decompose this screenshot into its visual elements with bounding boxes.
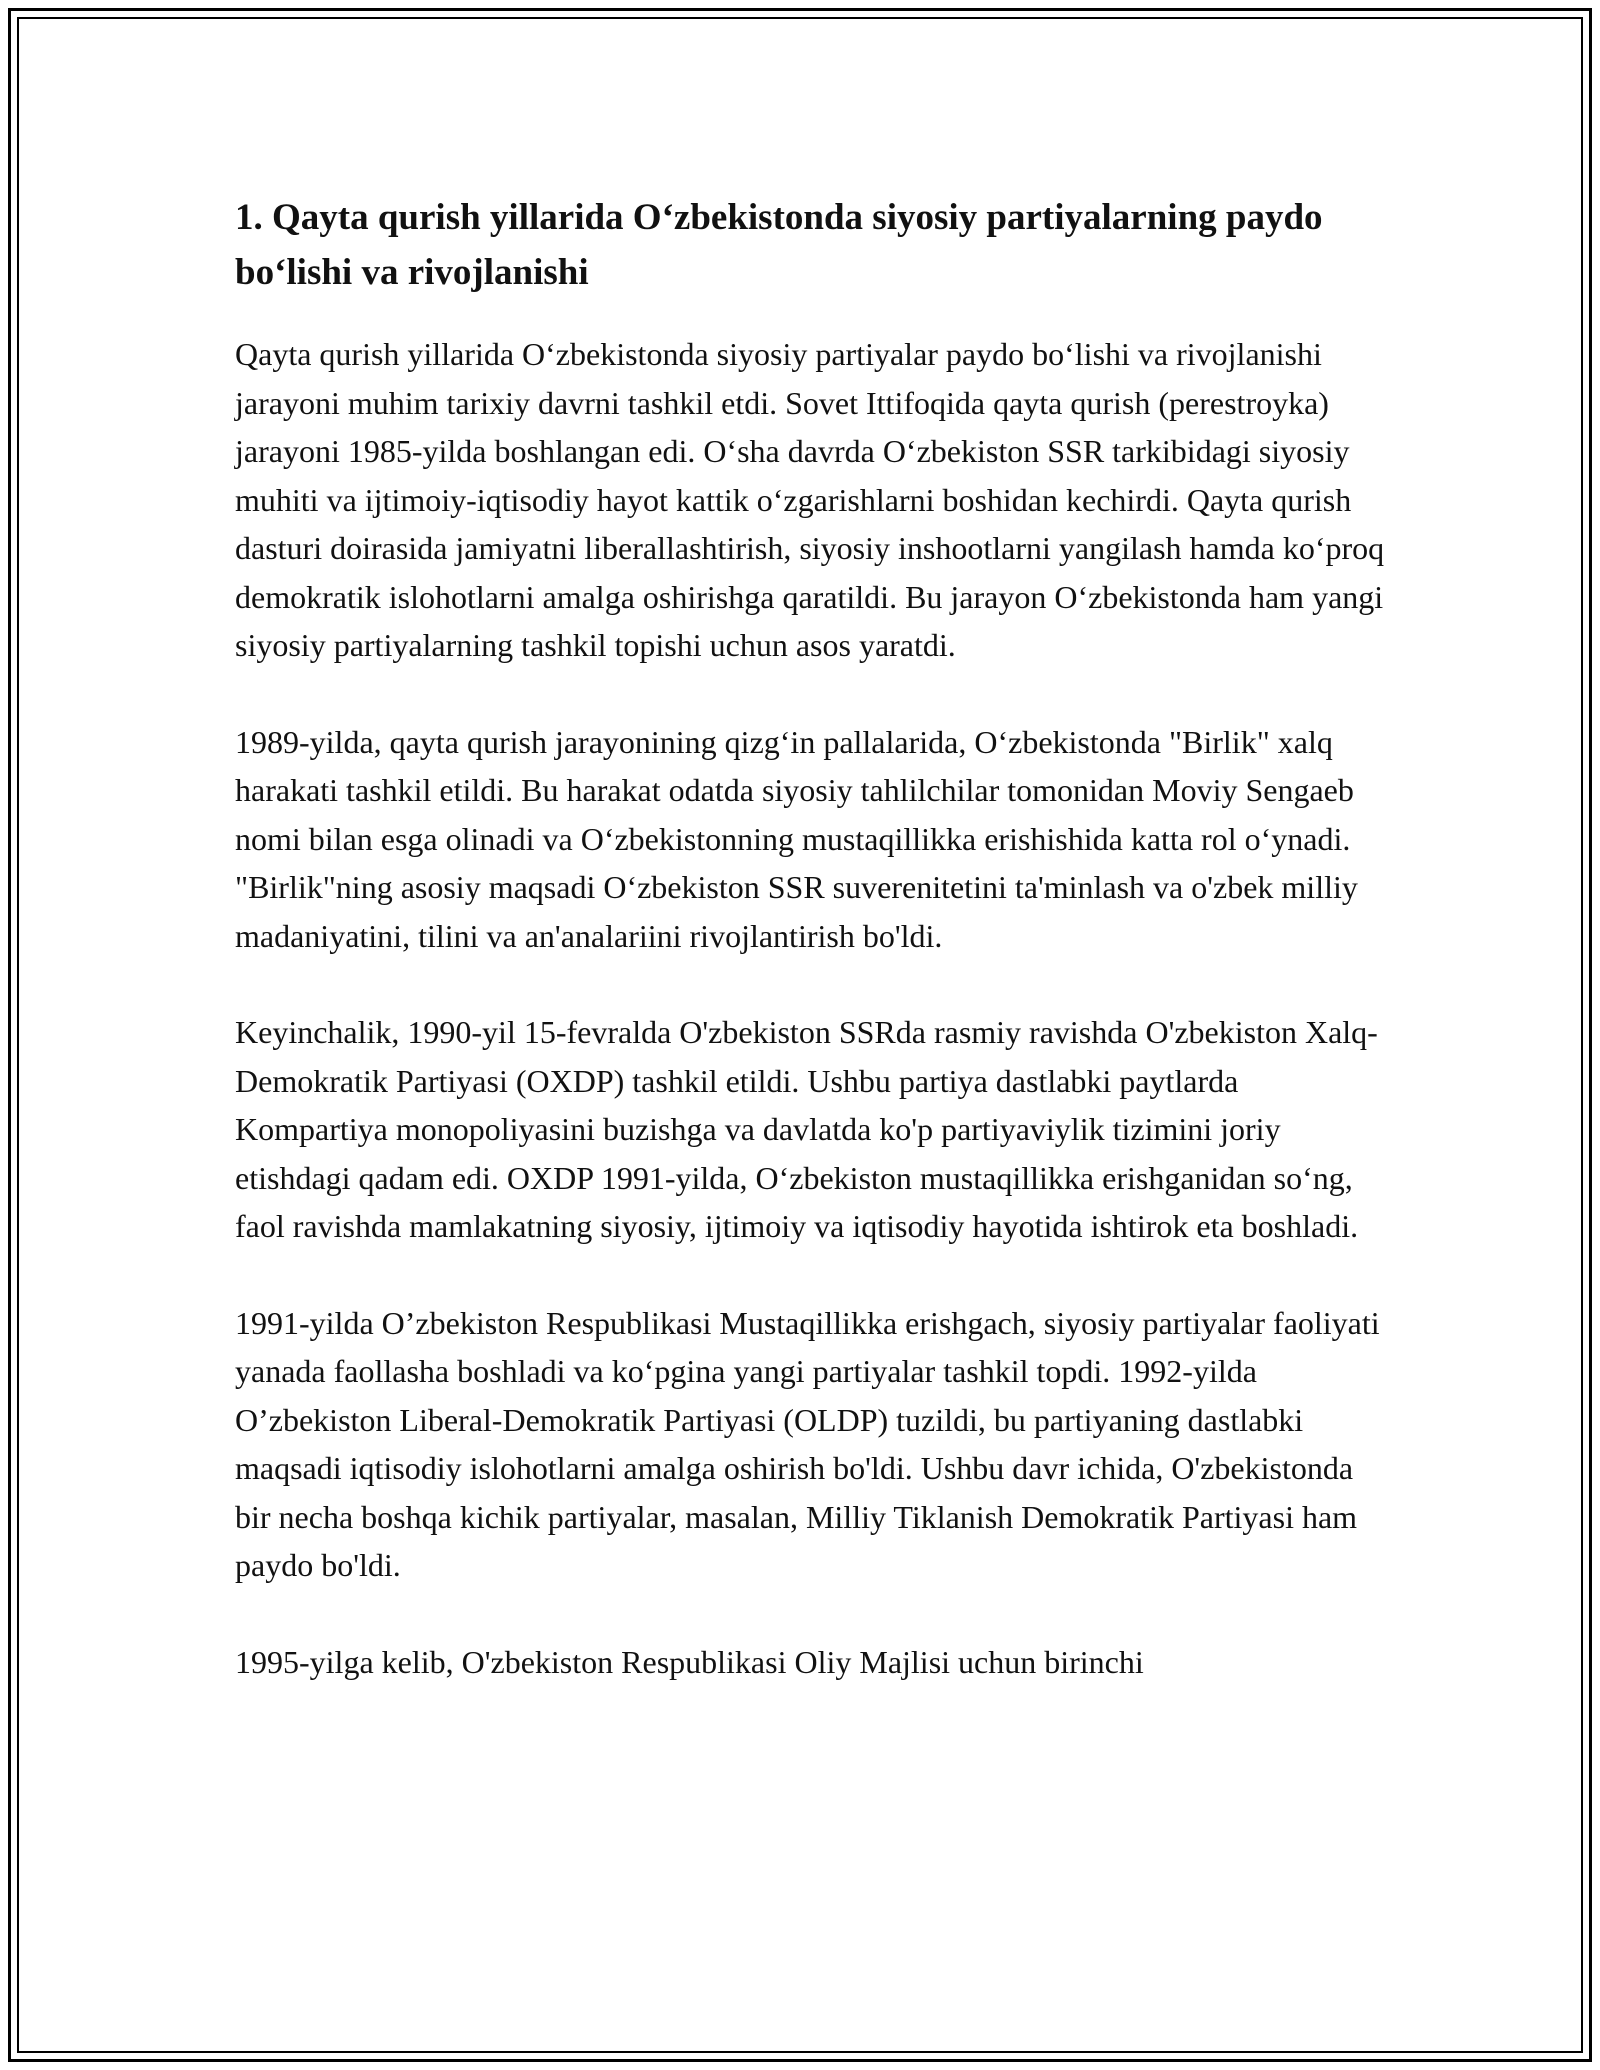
- document-title: 1. Qayta qurish yillarida O‘zbekistonda siyosiy partiyalarning paydo bo‘lishi va rivojlanishi: [235, 197, 1323, 293]
- paragraph-oxdp: Keyinchalik, 1990-yil 15-fevralda O'zbekiston SSRda rasmiy ravishda O'zbekiston Xalq-Demokratik Partiyasi (OXDP) tashkil etildi. Ushbu partiya dastlabki paytlarda Kompartiya monopoliyasini buzishga va davlatda ko'p partiyaviylik tizimini joriy etishdagi qadam edi. OXDP 1991-yilda, O‘zbekiston mustaqillikka erishganidan so‘ng, faol ravishda mamlakatning siyosiy, ijtimoiy va iqtisodiy hayotida ishtirok eta boshladi.: [235, 1014, 1378, 1244]
- paragraph-birlik: 1989-yilda, qayta qurish jarayonining qizg‘in pallalarida, O‘zbekistonda "Birlik" xalq harakati tashkil etildi. Bu harakat odatda siyosiy tahlilchilar tomonidan Moviy Sengaeb nomi bilan esga olinadi va O‘zbekistonning mustaqillikka erishishida katta rol o‘ynadi. "Birlik"ning asosiy maqsadi O‘zbekiston SSR suverenitetini ta'minlash va o'zbek milliy madaniyatini, tilini va an'analariini rivojlantirish bo'ldi.: [235, 723, 1358, 954]
- paragraph-oliy-majlis: 1995-yilga kelib, O'zbekiston Respublikasi Oliy Majlisi uchun birinchi: [235, 1643, 1144, 1680]
- paragraph-perestroika: Qayta qurish yillarida O‘zbekistonda siyosiy partiyalar paydo bo‘lishi va rivojlanishi jarayoni muhim tarixiy davrni tashkil etdi. Sovet Ittifoqida qayta qurish (perestroyka) jarayoni 1985-yilda boshlangan edi. O‘sha davrda O‘zbekiston SSR tarkibidagi siyosiy muhiti va ijtimoiy-iqtisodiy hayot kattik o‘zgarishlarni boshidan kechirdi. Qayta qurish dasturi doirasida jamiyatni liberallashtirish, siyosiy inshootlarni yangilash hamda ko‘proq demokratik islohotlarni amalga oshirishga qaratildi. Bu jarayon O‘zbekistonda ham yangi siyosiy partiyalarning tashkil topishi uchun asos yaratdi.: [235, 336, 1385, 663]
- paragraph-independence: 1991-yilda O’zbekiston Respublikasi Mustaqillikka erishgach, siyosiy partiyalar faoliyati yanada faollasha boshladi va ko‘pgina yangi partiyalar tashkil topdi. 1992-yilda O’zbekiston Liberal-Demokratik Partiyasi (OLDP) tuzildi, bu partiyaning dastlabki maqsadi iqtisodiy islohotlarni amalga oshirish bo'ldi. Ushbu davr ichida, O'zbekistonda bir necha boshqa kichik partiyalar, masalan, Milliy Tiklanish Demokratik Partiyasi ham paydo bo'ldi.: [235, 1304, 1380, 1583]
- document-body: [235, 190, 1385, 1734]
